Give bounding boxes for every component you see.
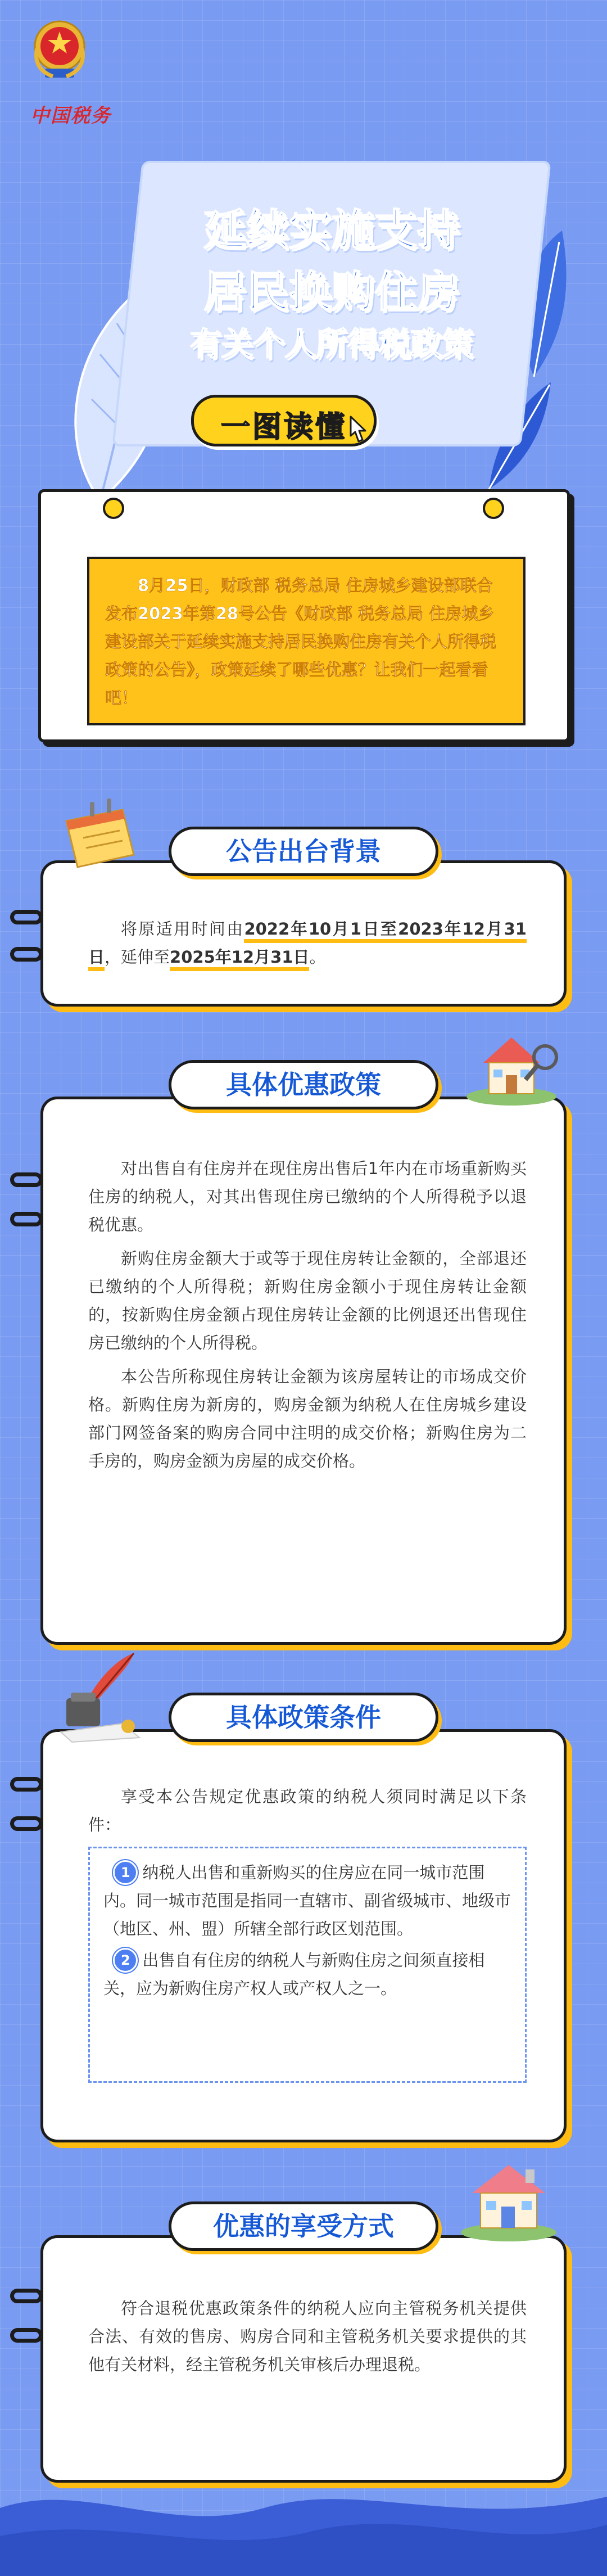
hero-title-line2: 居民换购住房 (203, 267, 460, 317)
brand-logo-text: 中国税务 (30, 105, 111, 127)
hero-title-line3: 有关个人所得税政策 (190, 326, 473, 363)
policy-paragraph-1: 对出售自有住房并在现住房出售后1年内在市场重新购买住房的纳税人，对其出售现住房已缴纳的个人所得税予以退税优惠。 (88, 1159, 527, 1234)
condition-item-1 (103, 1858, 511, 1943)
hero-banner (129, 163, 534, 444)
hero-title-line1: 延续实施支持 (203, 205, 460, 255)
house-key-icon (455, 2154, 562, 2244)
number-badge-1: 1 (113, 1860, 138, 1885)
policy-paragraph-2: 新购住房金额大于或等于现住房转让金额的，全部退还已缴纳的个人所得税；新购住房金额小于现住房转让金额的，按新购住房金额占现住房转让金额的比例退还出售现住房已缴纳的个人所得税。 (88, 1249, 527, 1352)
badge-label: 一图读懂 (220, 410, 347, 444)
binder-ring (10, 1816, 43, 1831)
conditions-content (88, 1783, 527, 2083)
policy-paragraph-3: 本公告所称现住房转让金额为该房屋转让的市场成交价格。新购住房为新房的，购房金额为纳税人在住房城乡建设部门网签备案的购房合同中注明的成交价格；新购住房为二手房的，购房金额为房屋的成交价格。 (88, 1367, 527, 1470)
background-content (88, 915, 527, 977)
condition-text-2: 出售自有住房的纳税人与新购住房之间须直接相关，应为新购住房产权人或产权人之一。 (103, 1951, 485, 1998)
section-conditions-card (40, 1729, 567, 2142)
binder-ring (10, 1777, 43, 1792)
binder-ring (10, 2289, 43, 2303)
original-period-highlight: 2022年10月1日至2023年12月31日 (88, 919, 527, 971)
condition-text-1: 纳税人出售和重新购买的住房应在同一城市范围内。同一城市范围是指同一直辖市、副省级城市、地级市（地区、州、盟）所辖全部行政区划范围。 (103, 1863, 511, 1938)
extended-date-highlight: 2025年12月31日 (170, 948, 309, 971)
background-text-end: 。 (309, 948, 326, 967)
conditions-lead: 享受本公告规定优惠政策的纳税人须同时满足以下条件： (88, 1787, 527, 1834)
method-content (88, 2294, 527, 2384)
binder-ring (10, 947, 43, 962)
section-title-policy: 具体优惠政策 (169, 1060, 438, 1109)
conditions-list (88, 1847, 527, 2083)
section-background-card (40, 860, 567, 1007)
intro-board (38, 489, 570, 742)
intro-text: 8月25日，财政部 税务总局 住房城乡建设部联合发布2023年第28号公告《财政部 税务总局 住房城乡建设部关于延续实施支持居民换购住房有关个人所得税政策的公告》，政策延续了哪些优惠？让我们一起看看吧！ (105, 576, 497, 707)
binder-ring (10, 2328, 43, 2343)
bottom-wave-decoration (0, 2463, 607, 2576)
binder-ring (10, 910, 43, 924)
binder-ring (10, 1212, 43, 1226)
condition-item-2 (103, 1946, 511, 2002)
calendar-icon (55, 798, 139, 872)
intro-callout (87, 557, 526, 725)
board-pin-left (103, 498, 124, 519)
tax-emblem-icon (27, 15, 92, 88)
section-method-card (40, 2235, 567, 2483)
section-title-method: 优惠的享受方式 (169, 2201, 438, 2251)
board-pin-right (483, 498, 504, 519)
binder-ring (10, 1172, 43, 1187)
quill-seal-icon (49, 1648, 151, 1743)
policy-content (88, 1154, 527, 1481)
method-paragraph: 符合退税优惠政策条件的纳税人应向主管税务机关提供合法、有效的售房、购房合同和主管税务机关要求提供的其他有关材料，经主管税务机关审核后办理退税。 (88, 2299, 527, 2374)
background-text-mid: ，延伸至 (105, 948, 170, 967)
section-title-conditions: 具体政策条件 (169, 1693, 438, 1742)
section-title-background: 公告出台背景 (169, 827, 438, 876)
house-icon (461, 1023, 562, 1108)
number-badge-2: 2 (113, 1948, 138, 1973)
background-text-prefix: 将原适用时间由 (121, 919, 244, 939)
background-paragraph (88, 915, 527, 971)
cursor-hand-icon (343, 413, 377, 447)
section-policy-card (40, 1097, 567, 1645)
